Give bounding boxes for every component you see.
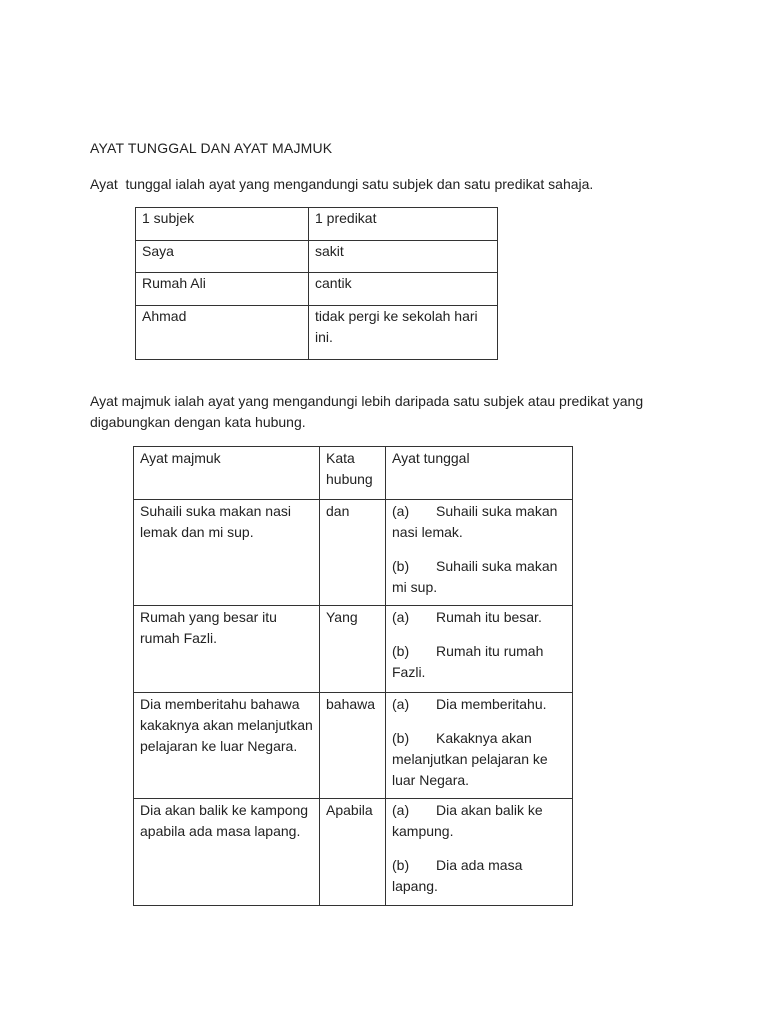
ayat-tunggal-cell bbox=[386, 500, 572, 602]
page-title: AYAT TUNGGAL DAN AYAT MAJMUK bbox=[90, 140, 333, 156]
table-header-row bbox=[136, 208, 498, 241]
predikat-cell: tidak pergi ke sekolah hari ini. bbox=[315, 308, 478, 345]
table-row bbox=[136, 306, 498, 360]
item-label: (b) bbox=[392, 730, 410, 746]
ayat-tunggal-table bbox=[135, 207, 498, 360]
item-text: Rumah itu besar. bbox=[436, 609, 542, 625]
item-label: (b) bbox=[392, 558, 410, 574]
table-row bbox=[136, 273, 498, 306]
subjek-cell: Rumah Ali bbox=[142, 275, 206, 291]
ayat-tunggal-cell bbox=[386, 693, 572, 795]
table-row bbox=[134, 799, 573, 906]
table-row bbox=[134, 500, 573, 606]
item-label: (a) bbox=[392, 696, 410, 712]
kata-hubung-cell: bahawa bbox=[326, 696, 376, 712]
header-subjek: 1 subjek bbox=[142, 210, 195, 226]
ayat-majmuk-cell: Suhaili suka makan nasi lemak dan mi sup. bbox=[140, 503, 291, 540]
ayat-tunggal-item bbox=[392, 556, 566, 598]
predikat-cell: cantik bbox=[315, 275, 352, 291]
ayat-tunggal-item bbox=[392, 641, 566, 683]
ayat-majmuk-table bbox=[133, 446, 573, 906]
predikat-cell: sakit bbox=[315, 243, 344, 259]
ayat-majmuk-cell: Dia memberitahu bahawa kakaknya akan melanjutkan pelajaran ke luar Negara. bbox=[140, 696, 313, 754]
table-row bbox=[136, 241, 498, 273]
header-ayat-majmuk: Ayat majmuk bbox=[140, 450, 221, 466]
item-text: Dia ada masa lapang. bbox=[392, 857, 523, 894]
table-header-row bbox=[134, 447, 573, 500]
kata-hubung-cell: dan bbox=[326, 503, 350, 519]
intro-ayat-majmuk: Ayat majmuk ialah ayat yang mengandungi lebih daripada satu subjek atau predikat yang digabungkan dengan kata hubung. bbox=[90, 393, 644, 430]
item-text: Dia akan balik ke kampung. bbox=[392, 802, 543, 839]
item-text: Dia memberitahu. bbox=[436, 696, 547, 712]
item-text: Kakaknya akan melanjutkan pelajaran ke luar Negara. bbox=[392, 730, 548, 788]
kata-hubung-cell: Apabila bbox=[326, 802, 373, 818]
item-label: (b) bbox=[392, 857, 410, 873]
item-text: Suhaili suka makan mi sup. bbox=[392, 558, 558, 595]
table-row bbox=[134, 606, 573, 693]
item-label: (a) bbox=[392, 609, 410, 625]
ayat-tunggal-item bbox=[392, 607, 566, 628]
header-ayat-tunggal: Ayat tunggal bbox=[392, 450, 470, 466]
ayat-tunggal-item bbox=[392, 800, 566, 842]
header-predikat: 1 predikat bbox=[315, 210, 377, 226]
item-label: (a) bbox=[392, 802, 410, 818]
subjek-cell: Ahmad bbox=[142, 308, 187, 324]
ayat-tunggal-cell bbox=[386, 606, 572, 687]
ayat-tunggal-cell bbox=[386, 799, 572, 901]
ayat-tunggal-item bbox=[392, 728, 566, 791]
table-row bbox=[134, 693, 573, 799]
kata-hubung-cell: Yang bbox=[326, 609, 358, 625]
ayat-majmuk-cell: Dia akan balik ke kampong apabila ada masa lapang. bbox=[140, 802, 309, 839]
subjek-cell: Saya bbox=[142, 243, 174, 259]
header-kata-hubung: Kata hubung bbox=[326, 450, 373, 487]
ayat-majmuk-cell: Rumah yang besar itu rumah Fazli. bbox=[140, 609, 277, 646]
intro-ayat-tunggal: Ayat tunggal ialah ayat yang mengandungi satu subjek dan satu predikat sahaja. bbox=[90, 176, 594, 192]
item-text: Rumah itu rumah Fazli. bbox=[392, 643, 544, 680]
item-label: (b) bbox=[392, 643, 410, 659]
ayat-tunggal-item bbox=[392, 855, 566, 897]
ayat-tunggal-item bbox=[392, 501, 566, 543]
item-text: Suhaili suka makan nasi lemak. bbox=[392, 503, 558, 540]
item-label: (a) bbox=[392, 503, 410, 519]
ayat-tunggal-item bbox=[392, 694, 566, 715]
